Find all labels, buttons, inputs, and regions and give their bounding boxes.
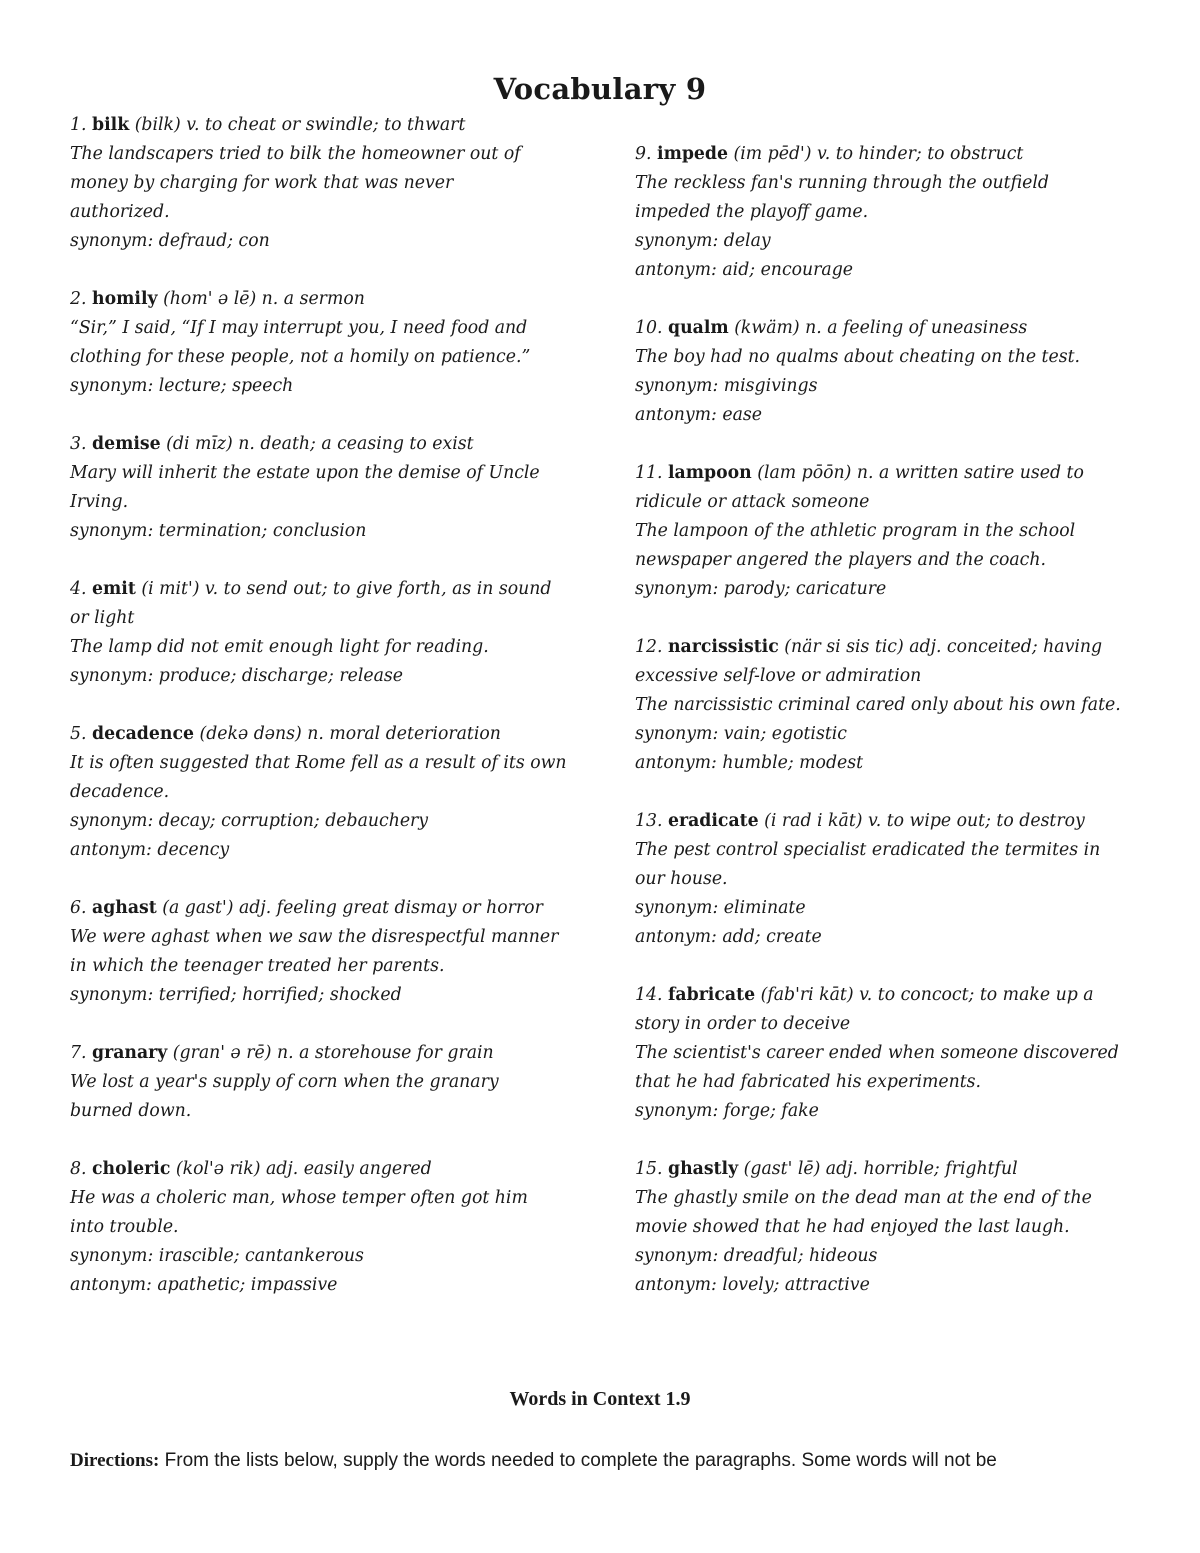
vocab-pronunciation-definition: (im pēd') v. to hinder; to obstruct: [733, 144, 1024, 164]
vocab-entry-heading: [70, 1155, 570, 1184]
vocab-entry-line: ridicule or attack someone: [635, 492, 870, 512]
vocab-pronunciation-definition: (fab'ri kāt) v. to concoct; to make up a: [760, 985, 1094, 1005]
vocab-entry-line: The pest control specialist eradicated the termites in: [635, 840, 1101, 860]
vocab-entry-line: impeded the playoff game.: [635, 202, 869, 222]
vocab-pronunciation-definition: (a gast') adj. feeling great dismay or horror: [162, 898, 543, 918]
directions-label: Directions:: [70, 1450, 160, 1471]
vocab-word: decadence: [92, 724, 194, 744]
vocab-number: 10.: [635, 318, 663, 338]
vocab-word: narcissistic: [667, 637, 779, 657]
vocab-entry-line: synonym: parody; caricature: [635, 579, 887, 599]
vocab-entry: [70, 1155, 570, 1300]
vocab-word: ghastly: [667, 1159, 739, 1179]
vocab-entry-heading: [635, 140, 1140, 169]
vocab-entry-line: antonym: apathetic; impassive: [70, 1275, 338, 1295]
vocab-word: aghast: [92, 898, 157, 918]
vocab-entry: [70, 111, 570, 256]
vocab-entry: [70, 575, 570, 691]
vocab-pronunciation-definition: (när si sis tic) adj. conceited; having: [784, 637, 1103, 657]
vocab-pronunciation-definition: (kol'ə rik) adj. easily angered: [175, 1159, 432, 1179]
vocab-number: 4.: [70, 579, 87, 599]
vocab-entry-line: Mary will inherit the estate upon the demise of Uncle: [70, 463, 540, 483]
vocab-entry-line: antonym: ease: [635, 405, 763, 425]
vocab-entry-line: synonym: irascible; cantankerous: [70, 1246, 364, 1266]
vocab-entry-line: synonym: misgivings: [635, 376, 818, 396]
vocab-word: fabricate: [667, 985, 756, 1005]
vocab-entry: [70, 285, 570, 401]
vocab-entry-line: He was a choleric man, whose temper often got him: [70, 1188, 528, 1208]
vocab-pronunciation-definition: (gast' lē) adj. horrible; frightful: [743, 1159, 1018, 1179]
vocab-pronunciation-definition: (dekə dəns) n. moral deterioration: [199, 724, 501, 744]
vocab-word: choleric: [92, 1159, 171, 1179]
vocab-column-left: [70, 111, 570, 1329]
vocab-entry-line: The ghastly smile on the dead man at the end of the: [635, 1188, 1092, 1208]
vocab-pronunciation-definition: (hom' ə lē) n. a sermon: [163, 289, 365, 309]
vocab-entry-line: The scientist's career ended when someone discovered: [635, 1043, 1119, 1063]
vocab-entry-line: antonym: decency: [70, 840, 230, 860]
vocab-number: 9.: [635, 144, 652, 164]
vocab-entry-line: We were aghast when we saw the disrespectful manner: [70, 927, 559, 947]
vocab-entry: [70, 1039, 570, 1126]
vocab-entry-line: excessive self-love or admiration: [635, 666, 922, 686]
vocab-pronunciation-definition: (kwäm) n. a feeling of uneasiness: [734, 318, 1028, 338]
vocab-entry-line: in which the teenager treated her parents.: [70, 956, 445, 976]
vocab-entry-line: into trouble.: [70, 1217, 179, 1237]
vocab-entry: [70, 430, 570, 546]
vocab-entry-line: synonym: defraud; con: [70, 231, 270, 251]
vocab-number: 8.: [70, 1159, 87, 1179]
vocab-word: lampoon: [667, 463, 752, 483]
vocab-word: impede: [657, 144, 729, 164]
vocab-word: bilk: [92, 115, 130, 135]
vocab-entry-line: clothing for these people, not a homily on patience.”: [70, 347, 531, 367]
vocab-entry-heading: [635, 314, 1140, 343]
vocab-entry-heading: [70, 720, 570, 749]
vocab-entry-line: decadence.: [70, 782, 170, 802]
vocab-number: 5.: [70, 724, 87, 744]
vocab-number: 14.: [635, 985, 663, 1005]
vocab-entry: [70, 894, 570, 1010]
vocab-entry-heading: [635, 981, 1140, 1010]
vocab-number: 1.: [70, 115, 87, 135]
vocab-entry-line: It is often suggested that Rome fell as a result of its own: [70, 753, 567, 773]
vocab-number: 11.: [635, 463, 663, 483]
vocab-entry-line: The narcissistic criminal cared only about his own fate.: [635, 695, 1121, 715]
vocab-entry-heading: [635, 1155, 1140, 1184]
vocab-entry-line: We lost a year's supply of corn when the granary: [70, 1072, 499, 1092]
vocab-entry: [635, 140, 1140, 285]
vocab-pronunciation-definition: (i rad i kāt) v. to wipe out; to destroy: [764, 811, 1085, 831]
directions-text: From the lists below, supply the words needed to complete the paragraphs. Some words will not be: [164, 1450, 997, 1471]
vocab-entry-line: The reckless fan's running through the outfield: [635, 173, 1049, 193]
vocab-entry-line: that he had fabricated his experiments.: [635, 1072, 982, 1092]
vocab-entry: [635, 459, 1140, 604]
vocab-number: 6.: [70, 898, 87, 918]
vocab-entry: [70, 720, 570, 865]
vocab-entry-line: antonym: lovely; attractive: [635, 1275, 870, 1295]
vocab-entry-heading: [635, 459, 1140, 488]
vocab-entry-heading: [70, 430, 570, 459]
vocab-word: homily: [92, 289, 158, 309]
vocab-entry-line: our house.: [635, 869, 728, 889]
vocab-entry: [635, 981, 1140, 1126]
vocab-number: 7.: [70, 1043, 87, 1063]
vocab-entry-line: synonym: terrified; horrified; shocked: [70, 985, 402, 1005]
vocab-pronunciation-definition: (i mit') v. to send out; to give forth, as in sound: [141, 579, 552, 599]
vocab-entry-heading: [70, 575, 570, 604]
vocab-entry-heading: [70, 285, 570, 314]
vocab-entry-heading: [635, 633, 1140, 662]
vocab-entry-line: “Sir,” I said, “If I may interrupt you, I need food and: [70, 318, 528, 338]
section-title: Words in Context 1.9: [509, 1388, 691, 1410]
vocab-word: eradicate: [667, 811, 759, 831]
vocab-entry-line: authorized.: [70, 202, 170, 222]
vocab-entry-heading: [70, 894, 570, 923]
vocab-entry-line: synonym: vain; egotistic: [635, 724, 847, 744]
vocab-entry-line: or light: [70, 608, 135, 628]
vocab-word: qualm: [667, 318, 729, 338]
vocab-entry-line: synonym: produce; discharge; release: [70, 666, 403, 686]
vocab-pronunciation-definition: (lam pōōn) n. a written satire used to: [757, 463, 1084, 483]
vocab-pronunciation-definition: (di mīz) n. death; a ceasing to exist: [166, 434, 474, 454]
vocab-pronunciation-definition: (gran' ə rē) n. a storehouse for grain: [172, 1043, 494, 1063]
vocab-entry: [635, 1155, 1140, 1300]
vocab-entry-heading: [635, 807, 1140, 836]
vocab-entry-line: antonym: aid; encourage: [635, 260, 854, 280]
directions: [70, 1450, 1150, 1472]
vocab-entry-line: movie showed that he had enjoyed the last laugh.: [635, 1217, 1070, 1237]
vocab-entry-line: synonym: delay: [635, 231, 771, 251]
vocab-entry-line: synonym: decay; corruption; debauchery: [70, 811, 429, 831]
vocab-entry-line: synonym: termination; conclusion: [70, 521, 367, 541]
vocab-entry-line: The lampoon of the athletic program in the school: [635, 521, 1076, 541]
vocab-entry-line: Irving.: [70, 492, 129, 512]
vocab-entry-line: synonym: dreadful; hideous: [635, 1246, 878, 1266]
vocab-entry-line: money by charging for work that was never: [70, 173, 454, 193]
vocab-entry-line: The landscapers tried to bilk the homeowner out of: [70, 144, 521, 164]
page-title: Vocabulary 9: [493, 72, 707, 106]
vocab-entry-line: newspaper angered the players and the coach.: [635, 550, 1046, 570]
vocab-entry-line: burned down.: [70, 1101, 192, 1121]
vocab-entry: [635, 633, 1140, 778]
vocab-entry-line: The lamp did not emit enough light for reading.: [70, 637, 489, 657]
vocab-entry-line: antonym: humble; modest: [635, 753, 864, 773]
vocab-entry-line: synonym: lecture; speech: [70, 376, 294, 396]
vocab-number: 3.: [70, 434, 87, 454]
vocab-number: 13.: [635, 811, 663, 831]
vocab-word: demise: [92, 434, 161, 454]
vocab-entry-heading: [70, 1039, 570, 1068]
vocab-entry-line: antonym: add; create: [635, 927, 822, 947]
vocab-entry-line: synonym: forge; fake: [635, 1101, 819, 1121]
vocab-entry-line: The boy had no qualms about cheating on the test.: [635, 347, 1081, 367]
vocab-entry: [635, 807, 1140, 952]
vocab-entry-line: story in order to deceive: [635, 1014, 851, 1034]
vocab-entry-heading: [70, 111, 570, 140]
vocab-number: 12.: [635, 637, 663, 657]
vocab-entry: [635, 314, 1140, 430]
vocab-number: 15.: [635, 1159, 663, 1179]
vocab-word: emit: [92, 579, 136, 599]
vocab-column-right: [635, 140, 1140, 1329]
vocab-number: 2.: [70, 289, 87, 309]
vocab-word: granary: [92, 1043, 168, 1063]
vocab-entry-line: synonym: eliminate: [635, 898, 806, 918]
vocab-pronunciation-definition: (bilk) v. to cheat or swindle; to thwart: [134, 115, 466, 135]
